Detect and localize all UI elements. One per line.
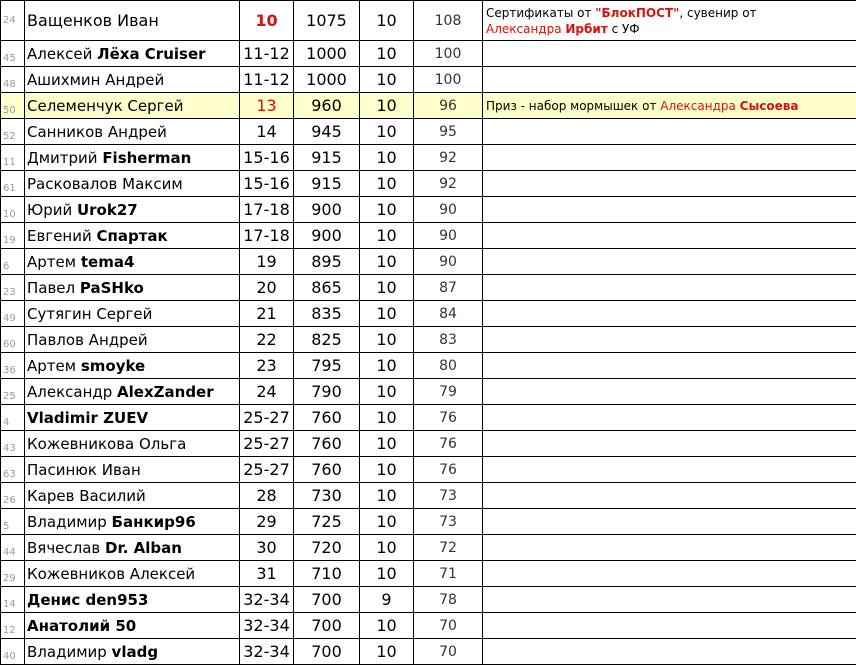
row-number: 26 [1, 483, 25, 509]
count: 10 [360, 93, 414, 119]
table-row [1, 457, 856, 483]
participant-name [25, 41, 240, 67]
table-row [1, 353, 856, 379]
place: 29 [240, 509, 294, 535]
points: 80 [414, 353, 483, 379]
participant-name [25, 1, 240, 41]
count: 10 [360, 431, 414, 457]
participant-name [25, 67, 240, 93]
participant-nick: smoyke [81, 357, 145, 375]
table-row [1, 275, 856, 301]
table-row [1, 509, 856, 535]
participant-name [25, 301, 240, 327]
prize-cell [483, 561, 856, 587]
prize-cell [483, 379, 856, 405]
participant-name [25, 223, 240, 249]
participant-first: Павлов Андрей [27, 331, 148, 349]
prize-cell [483, 613, 856, 639]
participant-name [25, 93, 240, 119]
participant-first: Кожевников Алексей [27, 565, 195, 583]
table-row [1, 405, 856, 431]
row-number: 10 [1, 197, 25, 223]
score: 915 [294, 171, 360, 197]
points: 76 [414, 457, 483, 483]
points: 83 [414, 327, 483, 353]
row-number: 45 [1, 41, 25, 67]
count: 10 [360, 457, 414, 483]
points: 108 [414, 1, 483, 41]
prize-cell [483, 275, 856, 301]
score: 900 [294, 223, 360, 249]
table-row [1, 93, 856, 119]
participant-nick: PaSHko [80, 279, 144, 297]
count: 10 [360, 171, 414, 197]
participant-name [25, 431, 240, 457]
place: 23 [240, 353, 294, 379]
prize-cell [483, 171, 856, 197]
points: 72 [414, 535, 483, 561]
place: 11-12 [240, 67, 294, 93]
count: 10 [360, 249, 414, 275]
place: 13 [240, 93, 294, 119]
table-row [1, 1, 856, 41]
prize-sponsor-nick: Ирбит [565, 22, 607, 36]
count: 10 [360, 509, 414, 535]
participant-first: Пасинюк Иван [27, 461, 141, 479]
count: 10 [360, 353, 414, 379]
table-row [1, 119, 856, 145]
participant-nick: Urok27 [77, 201, 138, 219]
score: 960 [294, 93, 360, 119]
participant-nick: vladg [112, 643, 159, 661]
row-number: 25 [1, 379, 25, 405]
participant-name [25, 171, 240, 197]
score: 700 [294, 587, 360, 613]
count: 10 [360, 67, 414, 93]
count: 10 [360, 301, 414, 327]
count: 10 [360, 379, 414, 405]
score: 760 [294, 405, 360, 431]
table-row [1, 379, 856, 405]
score: 835 [294, 301, 360, 327]
participant-name [25, 405, 240, 431]
participant-first: Алексей [27, 45, 97, 63]
row-number: 52 [1, 119, 25, 145]
place: 17-18 [240, 197, 294, 223]
points: 73 [414, 483, 483, 509]
prize-cell [483, 119, 856, 145]
table-row [1, 587, 856, 613]
row-number: 60 [1, 327, 25, 353]
score: 1075 [294, 1, 360, 41]
points: 76 [414, 431, 483, 457]
table-row [1, 483, 856, 509]
table-row [1, 431, 856, 457]
table-row [1, 171, 856, 197]
points: 90 [414, 197, 483, 223]
count: 10 [360, 483, 414, 509]
points: 87 [414, 275, 483, 301]
place: 31 [240, 561, 294, 587]
participant-name [25, 561, 240, 587]
prize-cell [483, 509, 856, 535]
place: 15-16 [240, 145, 294, 171]
participant-first: Артем [27, 357, 81, 375]
participant-nick: tema4 [81, 253, 135, 271]
prize-text: Сертификаты от [486, 6, 595, 20]
participant-name [25, 275, 240, 301]
place: 32-34 [240, 639, 294, 665]
participant-name [25, 249, 240, 275]
participant-name [25, 327, 240, 353]
participant-first: Карев Василий [27, 487, 146, 505]
participant-first: Сутягин Сергей [27, 305, 152, 323]
score: 725 [294, 509, 360, 535]
row-number: 12 [1, 613, 25, 639]
place: 28 [240, 483, 294, 509]
count: 10 [360, 613, 414, 639]
score: 945 [294, 119, 360, 145]
participant-first: Санников Андрей [27, 123, 167, 141]
participant-nick: Спартак [97, 227, 168, 245]
prize-cell [483, 639, 856, 665]
prize-cell [483, 587, 856, 613]
score: 700 [294, 639, 360, 665]
count: 10 [360, 145, 414, 171]
prize-text: Приз - набор мормышек от [486, 99, 660, 113]
place: 11-12 [240, 41, 294, 67]
prize-cell [483, 67, 856, 93]
place: 32-34 [240, 613, 294, 639]
row-number: 48 [1, 67, 25, 93]
score: 710 [294, 561, 360, 587]
place: 25-27 [240, 405, 294, 431]
table-row [1, 67, 856, 93]
score: 790 [294, 379, 360, 405]
prize-sponsor-name: Александра [660, 99, 739, 113]
score: 915 [294, 145, 360, 171]
participant-nick: Банкир96 [112, 513, 196, 531]
points: 84 [414, 301, 483, 327]
place: 22 [240, 327, 294, 353]
points: 76 [414, 405, 483, 431]
prize-sponsor-surname: Сысоева [740, 99, 799, 113]
participant-first: Евгений [27, 227, 97, 245]
points: 100 [414, 41, 483, 67]
count: 10 [360, 119, 414, 145]
place: 10 [240, 1, 294, 41]
table-row [1, 249, 856, 275]
place: 24 [240, 379, 294, 405]
prize-cell [483, 327, 856, 353]
points: 95 [414, 119, 483, 145]
row-number: 44 [1, 535, 25, 561]
score: 760 [294, 457, 360, 483]
score: 730 [294, 483, 360, 509]
row-number: 40 [1, 639, 25, 665]
participant-first: Расковалов Максим [27, 175, 183, 193]
row-number: 6 [1, 249, 25, 275]
participant-first: Александр [27, 383, 117, 401]
row-number: 61 [1, 171, 25, 197]
participant-first: Ващенков Иван [27, 11, 159, 30]
participant-first: Дмитрий [27, 149, 102, 167]
row-number: 36 [1, 353, 25, 379]
score: 895 [294, 249, 360, 275]
prize-sponsor-name: Александра [486, 22, 565, 36]
participant-name [25, 145, 240, 171]
participant-name [25, 353, 240, 379]
prize-cell [483, 301, 856, 327]
score: 825 [294, 327, 360, 353]
score: 795 [294, 353, 360, 379]
prize-cell [483, 197, 856, 223]
points: 70 [414, 613, 483, 639]
prize-cell [483, 249, 856, 275]
place: 25-27 [240, 431, 294, 457]
prize-cell [483, 431, 856, 457]
place: 25-27 [240, 457, 294, 483]
count: 9 [360, 587, 414, 613]
row-number: 29 [1, 561, 25, 587]
count: 10 [360, 223, 414, 249]
place: 32-34 [240, 587, 294, 613]
points: 71 [414, 561, 483, 587]
table-row [1, 197, 856, 223]
score: 760 [294, 431, 360, 457]
row-number: 14 [1, 587, 25, 613]
participant-nick: AlexZander [117, 383, 214, 401]
participant-first: Ашихмин Андрей [27, 71, 164, 89]
points: 90 [414, 223, 483, 249]
count: 10 [360, 1, 414, 41]
participant-first: Владимир [27, 513, 112, 531]
prize-sponsor: "БлокПОСТ" [595, 6, 679, 20]
prize-text: с УФ [608, 22, 640, 36]
row-number: 11 [1, 145, 25, 171]
row-number: 49 [1, 301, 25, 327]
place: 15-16 [240, 171, 294, 197]
prize-cell [483, 405, 856, 431]
place: 20 [240, 275, 294, 301]
table-row [1, 639, 856, 665]
place: 21 [240, 301, 294, 327]
count: 10 [360, 275, 414, 301]
points: 90 [414, 249, 483, 275]
prize-cell [483, 223, 856, 249]
prize-cell [483, 41, 856, 67]
participant-nick: Fisherman [102, 149, 191, 167]
table-row [1, 561, 856, 587]
participant-name [25, 535, 240, 561]
prize-cell [483, 535, 856, 561]
score: 1000 [294, 67, 360, 93]
participant-name [25, 483, 240, 509]
points: 92 [414, 145, 483, 171]
participant-first: Вячеслав [27, 539, 105, 557]
points: 100 [414, 67, 483, 93]
points: 79 [414, 379, 483, 405]
results-body [1, 1, 856, 665]
table-row [1, 613, 856, 639]
count: 10 [360, 405, 414, 431]
participant-nick: Dr. Alban [105, 539, 182, 557]
count: 10 [360, 639, 414, 665]
prize-cell [483, 353, 856, 379]
row-number: 43 [1, 431, 25, 457]
points: 73 [414, 509, 483, 535]
participant-first: Юрий [27, 201, 77, 219]
participant-nick: Vladimir ZUEV [27, 409, 148, 427]
participant-name [25, 379, 240, 405]
points: 70 [414, 639, 483, 665]
prize-cell [483, 145, 856, 171]
participant-name [25, 509, 240, 535]
participant-first: Селеменчук Сергей [27, 97, 184, 115]
row-number: 24 [1, 1, 25, 41]
table-row [1, 535, 856, 561]
participant-first: Кожевникова Ольга [27, 435, 186, 453]
points: 96 [414, 93, 483, 119]
prize-cell [483, 483, 856, 509]
score: 720 [294, 535, 360, 561]
participant-name [25, 613, 240, 639]
prize-cell [483, 457, 856, 483]
participant-nick: Анатолий 50 [27, 617, 136, 635]
prize-cell [483, 93, 856, 119]
participant-nick: Денис den953 [27, 591, 148, 609]
count: 10 [360, 197, 414, 223]
prize-cell [483, 1, 856, 41]
participant-first: Павел [27, 279, 80, 297]
row-number: 19 [1, 223, 25, 249]
table-row [1, 41, 856, 67]
count: 10 [360, 41, 414, 67]
score: 900 [294, 197, 360, 223]
participant-name [25, 119, 240, 145]
prize-text: , сувенир от [679, 6, 756, 20]
place: 30 [240, 535, 294, 561]
table-row [1, 145, 856, 171]
score: 1000 [294, 41, 360, 67]
score: 865 [294, 275, 360, 301]
participant-name [25, 587, 240, 613]
table-row [1, 223, 856, 249]
count: 10 [360, 561, 414, 587]
row-number: 5 [1, 509, 25, 535]
participant-first: Артем [27, 253, 81, 271]
row-number: 4 [1, 405, 25, 431]
points: 78 [414, 587, 483, 613]
place: 19 [240, 249, 294, 275]
place: 17-18 [240, 223, 294, 249]
participant-name [25, 457, 240, 483]
participant-nick: Лёха Cruiser [97, 45, 205, 63]
place: 14 [240, 119, 294, 145]
row-number: 50 [1, 93, 25, 119]
points: 92 [414, 171, 483, 197]
score: 700 [294, 613, 360, 639]
row-number: 63 [1, 457, 25, 483]
participant-first: Владимир [27, 643, 112, 661]
table-row [1, 301, 856, 327]
row-number: 23 [1, 275, 25, 301]
table-row [1, 327, 856, 353]
count: 10 [360, 535, 414, 561]
participant-name [25, 197, 240, 223]
participant-name [25, 639, 240, 665]
count: 10 [360, 327, 414, 353]
